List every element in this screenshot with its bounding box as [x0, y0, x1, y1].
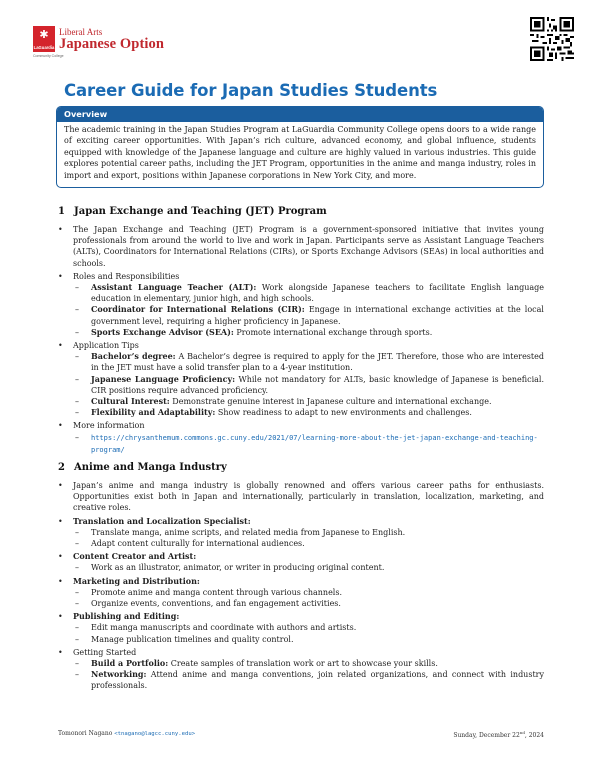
qr-code-icon: [530, 17, 574, 61]
logo-title: Japanese Option: [59, 36, 165, 52]
sub-item: – Work as an illustrator, animator, or writer in producing original content.: [73, 562, 544, 573]
section-2-list: [58, 480, 544, 694]
sub-item: – Translate manga, anime scripts, and related media from Japanese to English.: [73, 527, 544, 538]
list-item: • Content Creator and Artist: – Work as an illustrator, animator, or writer in producing original content.: [58, 551, 544, 573]
author-email-link[interactable]: <tnagano@lagcc.cuny.edu>: [114, 731, 196, 737]
section-2-title: 2 Anime and Manga Industry: [58, 462, 227, 473]
sub-item: – Assistant Language Teacher (ALT): Work alongside Japanese teachers to facilitate English language education in elementary, junior high, and high schools.: [73, 282, 544, 304]
jet-info-link[interactable]: https://chrysanthemum.commons.gc.cuny.edu/2021/07/learning-more-about-the-jet-japan-exchange-and-teaching-program/: [91, 433, 538, 454]
list-item: • Japan’s anime and manga industry is globally renowned and offers various career paths for enthusiasts. Opportunities exist both in Japan and internationally, particularly in translation, localization, marketing, and creative roles.: [58, 480, 544, 514]
sub-item: [73, 432, 544, 456]
sub-item: – Networking: Attend anime and manga conventions, join related organizations, and connect with industry professionals.: [73, 669, 544, 691]
list-item: • The Japan Exchange and Teaching (JET) Program is a government-sponsored initiative that invites young professionals from around the world to live and work in Japan. Participants serve as Assistant Language Teachers (ALTs), Coordinators for International Relations (CIRs), or Sports Exchange Advisors (SEAs) in local authorities and schools.: [58, 224, 544, 269]
list-item: • Roles and Responsibilities – Assistant Language Teacher (ALT): Work alongside Japanese teachers to facilitate English language education in elementary, junior high, and high schools. – Coordinator for International Relations (CIR): Engage in international exchange activities at the local government level, requiring a higher proficiency in Japanese. – Sports Exchange Advisor (SEA): Promote international exchange through sports.: [58, 271, 544, 338]
sub-item: – Coordinator for International Relations (CIR): Engage in international exchange activities at the local government level, requiring a higher proficiency in Japanese.: [73, 304, 544, 326]
list-item: • Publishing and Editing: – Edit manga manuscripts and coordinate with authors and artists. – Manage publication timelines and quality control.: [58, 611, 544, 645]
footer-date: Sunday, December 22nd, 2024: [453, 730, 544, 739]
laguardia-logo-icon: ✱ LaGuardia: [33, 28, 55, 50]
page-title: Career Guide for Japan Studies Students: [64, 81, 438, 100]
list-item: • Translation and Localization Specialist: – Translate manga, anime scripts, and related media from Japanese to English. – Adapt content culturally for international audiences.: [58, 516, 544, 550]
sub-item: – Cultural Interest: Demonstrate genuine interest in Japanese culture and international exchange.: [73, 396, 544, 407]
list-item: • Application Tips – Bachelor’s degree: A Bachelor’s degree is required to apply for the JET. Therefore, those who are interested in the JET must have a solid transfer plan to a 4-year institution. – Japanese Language Proficiency: While not mandatory for ALTs, basic knowledge of Japanese is beneficial. CIR positions require advanced proficiency. – Cultural Interest: Demonstrate genuine interest in Japanese culture and international exchange. – Flexibility and Adaptability: Show readiness to adapt to new environments and challenges.: [58, 340, 544, 418]
sub-item: – Manage publication timelines and quality control.: [73, 634, 544, 645]
list-item: • Marketing and Distribution: – Promote anime and manga content through various channels. – Organize events, conventions, and fan engagement activities.: [58, 576, 544, 610]
sub-item: – Organize events, conventions, and fan engagement activities.: [73, 598, 544, 609]
sub-item: – Bachelor’s degree: A Bachelor’s degree is required to apply for the JET. Therefore, those who are interested in the JET must have a solid transfer plan to a 4-year institution.: [73, 351, 544, 373]
list-item: • More information – https://chrysanthemum.commons.gc.cuny.edu/2021/07/learning-more-about-the-jet-japan-exchange-and-teaching-program/: [58, 420, 544, 456]
footer-author: Tomonori Nagano <tnagano@lagcc.cuny.edu>: [58, 730, 196, 737]
list-item: • Getting Started – Build a Portfolio: Create samples of translation work or art to showcase your skills. – Networking: Attend anime and manga conventions, join related organizations, and connect with industry professionals.: [58, 647, 544, 692]
overview-text: The academic training in the Japan Studies Program at LaGuardia Community College opens doors to a wide range of exciting career opportunities. With Japan’s rich culture, advanced economy, and global influence, students equipped with knowledge of the Japanese language and culture are highly valued in various industries. This guide explores potential career paths, including the JET Program, opportunities in the anime and manga industry, roles in import and export, positions within Japanese corporations in New York City, and more.: [64, 125, 536, 180]
section-1-list: [58, 224, 544, 458]
overview-heading: Overview: [57, 107, 543, 122]
sub-item: – Build a Portfolio: Create samples of translation work or art to showcase your skills.: [73, 658, 544, 669]
sub-item: – Edit manga manuscripts and coordinate with authors and artists.: [73, 622, 544, 633]
sub-item: – Adapt content culturally for international audiences.: [73, 538, 544, 549]
sub-item: – Promote anime and manga content through various channels.: [73, 587, 544, 598]
section-1-title: 1 Japan Exchange and Teaching (JET) Program: [58, 206, 327, 217]
college-logo: [33, 26, 193, 56]
overview-box: [56, 106, 544, 188]
logo-subtitle: Liberal Arts: [59, 27, 103, 37]
sub-item: – Flexibility and Adaptability: Show readiness to adapt to new environments and challenges.: [73, 407, 544, 418]
sub-item: – Sports Exchange Advisor (SEA): Promote international exchange through sports.: [73, 327, 544, 338]
sub-item: – Japanese Language Proficiency: While not mandatory for ALTs, basic knowledge of Japanese is beneficial. CIR positions require advanced proficiency.: [73, 374, 544, 396]
logo-tagline: Community College: [33, 54, 64, 58]
